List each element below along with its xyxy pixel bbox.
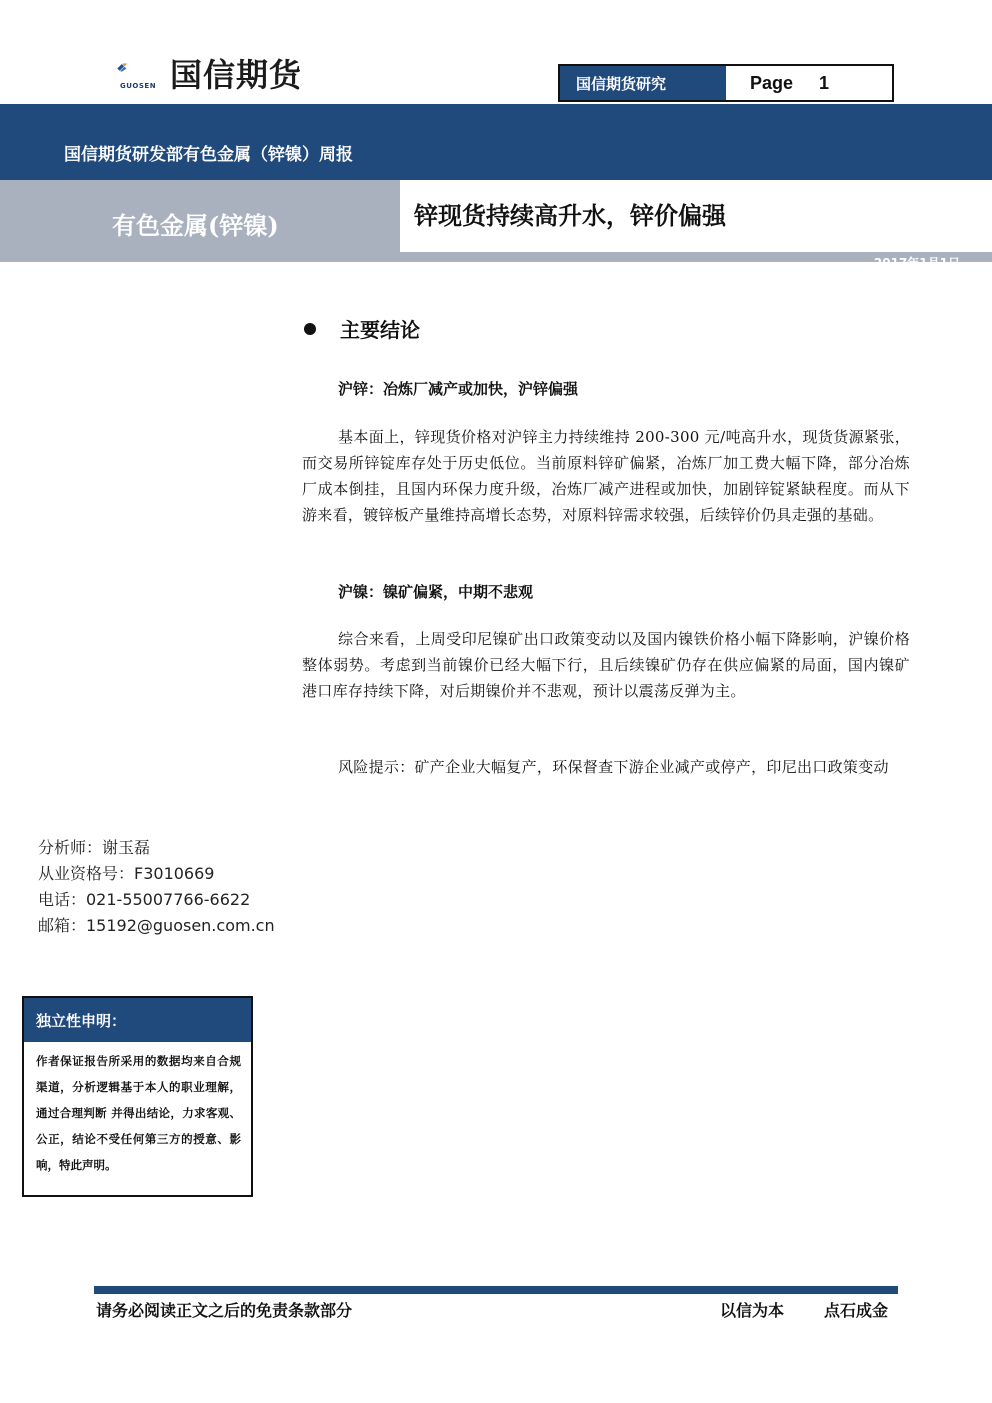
analyst-phone: 电话：021-55007766-6622 — [38, 890, 251, 909]
category-label: 有色金属(锌镍) — [112, 211, 279, 240]
page-indicator-box — [558, 64, 894, 102]
report-title-band — [0, 104, 992, 180]
logo-subtitle: GUOSEN — [120, 82, 157, 90]
report-title: 国信期货研发部有色金属（锌镍）周报 — [64, 145, 353, 165]
headline-band — [0, 180, 992, 270]
independence-heading: 独立性申明： — [24, 998, 251, 1042]
page-number-area — [726, 66, 892, 100]
page-label: Page — [750, 72, 794, 93]
research-label: 国信期货研究 — [560, 66, 726, 100]
section-title-text: 主要结论 — [340, 318, 420, 342]
report-date: 2017年1月1日 — [873, 256, 960, 270]
analyst-email: 邮箱：15192@guosen.com.cn — [38, 916, 275, 935]
page-number: 1 — [819, 72, 830, 93]
headline-panel — [400, 180, 992, 252]
logo-name: 国信期货 — [170, 56, 303, 94]
risk-paragraph: 风险提示：矿产企业大幅复产，环保督查下游企业减产或停产，印尼出口政策变动 — [338, 758, 889, 776]
independence-text: 作者保证报告所采用的数据均来自合规渠道，分析逻辑基于本人的职业理解，通过合理判断 并得出结论，力求客观、公正，结论不受任何第三方的授意、影响，特此声明。 — [36, 1054, 241, 1172]
bullet-icon — [304, 323, 316, 335]
independence-statement-box — [22, 996, 253, 1197]
category-panel — [0, 180, 400, 262]
analyst-license: 从业资格号：F3010669 — [38, 864, 215, 883]
footer-rule — [94, 1286, 898, 1294]
analyst-name: 分析师：谢玉磊 — [38, 838, 151, 857]
footer-motto-2: 点石成金 — [824, 1301, 889, 1320]
footer-disclaimer: 请务必阅读正文之后的免责条款部分 — [96, 1301, 353, 1320]
zinc-paragraph: 基本面上，锌现货价格对沪锌主力持续维持 200-300 元/吨高升水，现货货源紧张，而交易所锌锭库存处于历史低位。当前原料锌矿偏紧，冶炼厂加工费大幅下降，部分冶炼厂成本倒挂，且国内环保力度升级，冶炼厂减产进程或加快，加剧锌锭紧缺程度。而从下游来看，镀锌板产量维持高增长态势，对原料锌需求较强，后续锌价仍具走强的基础。 — [302, 428, 910, 524]
footer-motto-1: 以信为本 — [720, 1301, 785, 1320]
nickel-heading: 沪镍：镍矿偏紧，中期不悲观 — [338, 583, 534, 601]
date-strip — [400, 252, 992, 272]
zinc-heading: 沪锌：冶炼厂减产或加快，沪锌偏强 — [338, 380, 579, 398]
section-title — [300, 314, 420, 343]
nickel-paragraph: 综合来看，上周受印尼镍矿出口政策变动以及国内镍铁价格小幅下降影响，沪镍价格整体弱势。考虑到当前镍价已经大幅下行，且后续镍矿仍存在供应偏紧的局面，国内镍矿港口库存持续下降，对后期镍价并不悲观，预计以震荡反弹为主。 — [302, 630, 910, 700]
headline: 锌现货持续高升水，锌价偏强 — [414, 201, 726, 230]
